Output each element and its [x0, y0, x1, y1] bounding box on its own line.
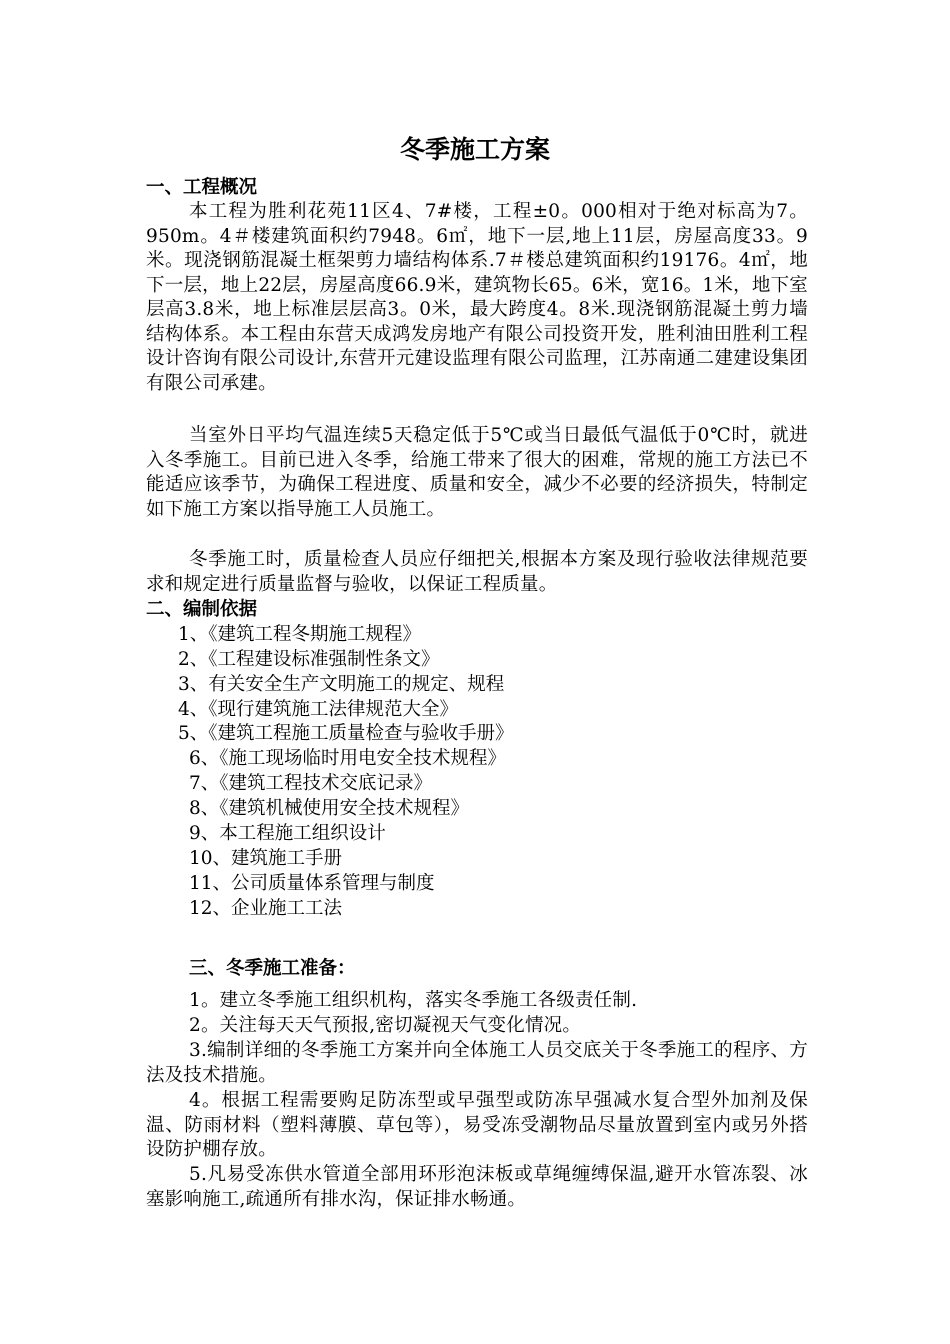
- overview-paragraph-3: 冬季施工时，质量检查人员应仔细把关,根据本方案及现行验收法律规范要求和规定进行质量监督与验收，以保证工程质量。: [146, 549, 808, 595]
- basis-item-10: 10、建筑施工手册: [189, 848, 343, 869]
- basis-item-11: 11、公司质量体系管理与制度: [189, 873, 435, 894]
- basis-item-9: 9、本工程施工组织设计: [189, 823, 386, 844]
- basis-item-1: 1、《建筑工程冬期施工规程》: [178, 624, 422, 645]
- document-title: 冬季施工方案: [399, 135, 550, 164]
- section-heading-overview: 一、工程概况: [146, 177, 258, 198]
- preparation-paragraph-1: 1。建立冬季施工组织机构，落实冬季施工各级责任制.: [189, 990, 638, 1011]
- overview-paragraph-1: 本工程为胜利花苑11区4、7#楼，工程±0。000相对于绝对标高为7。950m。4＃楼建筑面积约7948。6㎡，地下一层,地上11层，房屋高度33。9米。现浇钢筋混凝土框架剪力墙结构体系.7＃楼总建筑面积约19176。4㎡，地下一层，地上22层，房屋高度66.9米，建筑物长65。6米，宽16。1米，地下室层高3.8米，地上标准层层高3。0米，最大跨度4。8米.现浇钢筋混凝土剪力墙结构体系。本工程由东营天成鸿发房地产有限公司投资开发，胜利油田胜利工程设计咨询有限公司设计,东营开元建设监理有限公司监理，江苏南通二建建设集团有限公司承建。: [146, 201, 808, 394]
- basis-item-8: 8、《建筑机械使用安全技术规程》: [189, 798, 470, 819]
- preparation-paragraph-4: 4。根据工程需要购足防冻型或早强型或防冻早强减水复合型外加剂及保温、防雨材料（塑料薄膜、草包等），易受冻受潮物品尽量放置到室内或另外搭设防护棚存放。: [146, 1090, 808, 1160]
- preparation-paragraph-5: 5.凡易受冻供水管道全部用环形泡沫板或草绳缠缚保温,避开水管冻裂、冰塞影响施工,疏通所有排水沟，保证排水畅通。: [146, 1164, 808, 1210]
- basis-item-6: 6、《施工现场临时用电安全技术规程》: [189, 748, 507, 769]
- basis-item-3: 3、有关安全生产文明施工的规定、规程: [178, 674, 505, 695]
- basis-item-4: 4、《现行建筑施工法律规范大全》: [178, 699, 459, 720]
- basis-item-2: 2、《工程建设标准强制性条文》: [178, 649, 440, 670]
- preparation-paragraph-2: 2。关注每天天气预报,密切凝视天气变化情况。: [189, 1015, 582, 1036]
- basis-item-5: 5、《建筑工程施工质量检查与验收手册》: [178, 723, 514, 744]
- basis-item-12: 12、企业施工工法: [189, 898, 343, 919]
- preparation-paragraph-3: 3.编制详细的冬季施工方案并向全体施工人员交底关于冬季施工的程序、方法及技术措施。: [146, 1040, 808, 1086]
- overview-paragraph-2: 当室外日平均气温连续5天稳定低于5℃或当日最低气温低于0℃时，就进入冬季施工。目前已进入冬季，给施工带来了很大的困难，常规的施工方法已不能适应该季节，为确保工程进度、质量和安全，减少不必要的经济损失，特制定如下施工方案以指导施工人员施工。: [146, 425, 808, 520]
- section-heading-preparation: 三、冬季施工准备：: [189, 958, 356, 979]
- section-heading-basis: 二、编制依据: [146, 599, 258, 620]
- basis-item-7: 7、《建筑工程技术交底记录》: [189, 773, 433, 794]
